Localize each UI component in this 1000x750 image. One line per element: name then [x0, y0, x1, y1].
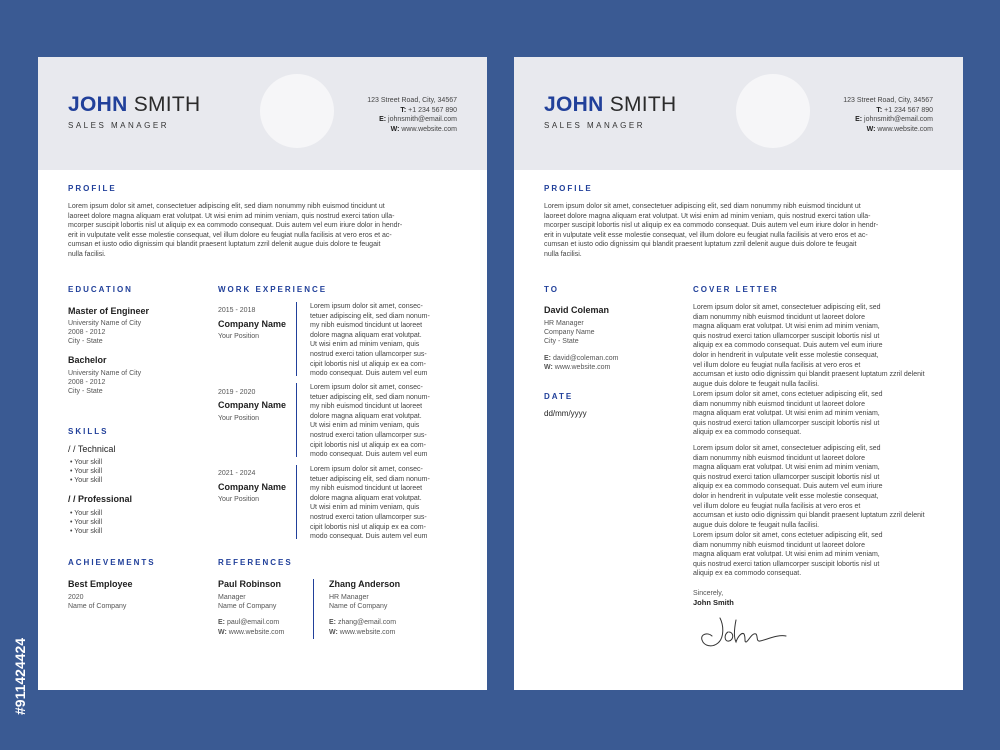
work-line: Lorem ipsum dolor sit amet, consec- [310, 466, 423, 473]
cover-letter-heading: COVER LETTER [693, 285, 779, 294]
work-heading: WORK EXPERIENCE [218, 285, 328, 294]
letter-paragraph [693, 390, 938, 438]
achievement-company: Name of Company [68, 603, 127, 611]
work-description [310, 302, 460, 379]
work-line: cipit lobortis nisl ut aliquip ex ea com- [310, 523, 426, 531]
phone-label: T: [400, 106, 407, 114]
reference-email: paul@email.com [226, 619, 280, 627]
work-divider [296, 302, 297, 376]
letter-line: Lorem ipsum dolor sit amet, consectetuer adipiscing elit, sed [693, 445, 881, 452]
profile-text [68, 202, 468, 260]
work-position: Your Position [218, 496, 259, 503]
letter-line: quis nostrud exerci tation ullamcorper suscipit lobortis nisl ut [693, 560, 880, 568]
email-label: E: [855, 116, 863, 124]
skill-list [70, 458, 102, 486]
letter-line: magna aliquam erat volutpat. Ut wisi enim ad minim veniam, [693, 410, 880, 418]
reference-web: www.website.com [339, 628, 396, 636]
skill-item: • Your skill [70, 509, 102, 518]
to-heading: TO [544, 285, 559, 294]
profile-line: mcorper suscipit lobortis nisl ut aliquip ex ea commodo consequat. Duis autem vel eum iriure dolor in hendr- [68, 222, 403, 230]
education-degree: Bachelor [68, 355, 107, 365]
last-name: SMITH [609, 93, 677, 116]
profile-line: nulla facilisi. [544, 250, 582, 258]
signature-image [694, 612, 814, 652]
letter-line: quis nostrud exerci tation ullamcorper suscipit lobortis nisl ut [693, 332, 880, 340]
cover-letter-page [514, 57, 963, 690]
education-degree: Master of Engineer [68, 306, 150, 316]
recipient-details [544, 319, 618, 372]
resume-page [38, 57, 487, 690]
work-line: Lorem ipsum dolor sit amet, consec- [310, 303, 423, 310]
work-line: Lorem ipsum dolor sit amet, consec- [310, 384, 423, 391]
education-location: City - State [68, 388, 103, 396]
contact-email: johnsmith@email.com [388, 116, 457, 124]
work-line: my nibh euismod tincidunt ut laoreet [310, 403, 423, 411]
reference-name: Zhang Anderson [329, 579, 401, 589]
achievement-title: Best Employee [68, 579, 133, 589]
skill-list [70, 509, 102, 537]
work-line: nostrud exerci tation ullamcorper sus- [310, 431, 427, 439]
reference-name: Paul Robinson [218, 579, 281, 589]
cover-name [544, 93, 677, 117]
education-location: City - State [68, 338, 103, 346]
web-label: W: [390, 126, 400, 134]
web-label: W: [866, 126, 876, 134]
work-line: dolore magna aliquam erat volutpat. [310, 494, 422, 502]
contact-phone: +1 234 567 890 [884, 106, 933, 114]
date-heading: DATE [544, 392, 574, 401]
letter-line: quis nostrud exerci tation ullamcorper suscipit lobortis nisl ut [693, 419, 880, 427]
skill-group-title [68, 444, 115, 454]
job-title: SALES MANAGER [68, 121, 169, 130]
skill-item: • Your skill [70, 527, 102, 536]
recipient-email: david@coleman.com [552, 354, 619, 362]
recipient-location: City - State [544, 338, 579, 346]
contact-web: www.website.com [877, 126, 933, 134]
skill-group-label: / / Technical [68, 444, 116, 454]
work-company: Company Name [218, 482, 287, 492]
education-details [68, 319, 141, 347]
work-line: cipit lobortis nisl ut aliquip ex ea com- [310, 360, 426, 368]
work-line: Ut wisi enim ad minim veniam, quis [310, 341, 420, 349]
contact-email: johnsmith@email.com [864, 116, 933, 124]
reference-details [329, 593, 396, 637]
letter-line: aliquip ex ea commodo consequat. [693, 429, 802, 437]
references-heading: REFERENCES [218, 558, 293, 567]
letter-line: accumsan et iusto odio dignissim qui blandit praesent luptatum zzril delenit [693, 512, 925, 520]
achievements-heading: ACHIEVEMENTS [68, 558, 156, 567]
skill-group-title [68, 494, 132, 504]
profile-line: laoreet dolore magna aliquam erat volutpat. Ut wisi enim ad minim veniam, quis nostrud exerci tation ulla- [68, 212, 395, 220]
work-position: Your Position [218, 333, 259, 340]
work-line: dolore magna aliquam erat volutpat. [310, 412, 422, 420]
reference-title: HR Manager [329, 594, 369, 601]
letter-line: augue duis dolore te feugait nulla facilisi. [693, 521, 820, 529]
profile-line: cumsan et iusto odio dignissim qui blandit praesent luptatum zzril delenit augue duis dolore te feugait [544, 241, 857, 249]
last-name: SMITH [133, 93, 201, 116]
work-line: Ut wisi enim ad minim veniam, quis [310, 422, 420, 430]
skills-heading: SKILLS [68, 427, 109, 436]
email-label: E: [379, 116, 387, 124]
profile-line: laoreet dolore magna aliquam erat volutpat. Ut wisi enim ad minim veniam, quis nostrud exerci tation ulla- [544, 212, 871, 220]
stock-id-watermark [10, 515, 30, 715]
education-years: 2008 - 2012 [68, 379, 106, 387]
work-line: modo consequat. Duis autem vel eum [310, 370, 428, 378]
profile-line: erit in vulputate velit esse molestie consequat, vel illum dolore eu feugiat nulla facilisis at vero eros et ac- [68, 231, 392, 239]
achievement-details [68, 593, 126, 611]
skill-item: • Your skill [70, 467, 102, 476]
letter-line: augue duis dolore te feugait nulla facilisi. [693, 380, 820, 388]
date-value: dd/mm/yyyy [544, 409, 587, 418]
skill-item: • Your skill [70, 476, 102, 485]
contact-address: 123 Street Road, City, 34567 [367, 97, 457, 104]
skill-item: • Your skill [70, 518, 102, 527]
letter-line: Lorem ipsum dolor sit amet, cons ectetuer adipiscing elit, sed [693, 532, 883, 539]
stock-id-text: #911424424 [12, 637, 28, 715]
work-line: modo consequat. Duis autem vel eum [310, 533, 428, 541]
contact-web: www.website.com [401, 126, 457, 134]
email-label: E: [329, 619, 336, 627]
work-line: dolore magna aliquam erat volutpat. [310, 331, 422, 339]
work-line: Ut wisi enim ad minim veniam, quis [310, 504, 420, 512]
profile-line: mcorper suscipit lobortis nisl ut aliquip ex ea commodo consequat. Duis autem vel eum iriure dolor in hendr- [544, 222, 879, 230]
first-name: JOHN [544, 93, 604, 116]
phone-label: T: [876, 106, 883, 114]
letter-line: accumsan et iusto odio dignissim qui blandit praesent luptatum zzril delenit [693, 371, 925, 379]
letter-line: diam nonummy nibh euismod tincidunt ut laoreet dolore [693, 454, 865, 462]
contact-block [843, 96, 933, 135]
recipient-company: Company Name [544, 329, 595, 337]
reference-details [218, 593, 284, 637]
letter-line: aliquip ex ea commodo consequat. Duis autem vel eum iriure [693, 342, 883, 350]
education-heading: EDUCATION [68, 285, 133, 294]
web-label: W: [218, 628, 227, 636]
work-company: Company Name [218, 400, 287, 410]
email-label: E: [218, 619, 225, 627]
letter-line: dolor in hendrerit in vulputate velit esse molestie consequat, [693, 492, 879, 500]
skill-item: • Your skill [70, 458, 102, 467]
reference-web: www.website.com [228, 628, 285, 636]
recipient-web: www.website.com [554, 363, 611, 371]
profile-line: nulla facilisi. [68, 250, 106, 258]
work-line: tetuer adipiscing elit, sed diam nonum- [310, 393, 430, 401]
reference-title: Manager [218, 594, 246, 601]
skill-group-label: / / Professional [68, 494, 133, 504]
work-years: 2015 - 2018 [218, 307, 256, 314]
profile-line: cumsan et iusto odio dignissim qui blandit praesent luptatum zzril delenit augue duis dolore te feugait [68, 241, 381, 249]
reference-company: Name of Company [218, 603, 277, 611]
work-line: cipit lobortis nisl ut aliquip ex ea com- [310, 441, 426, 449]
work-years: 2019 - 2020 [218, 389, 256, 396]
work-years: 2021 - 2024 [218, 470, 256, 477]
letter-line: diam nonummy nibh euismod tincidunt ut laoreet dolore [693, 400, 865, 408]
work-divider [296, 383, 297, 457]
letter-line: aliquip ex ea commodo consequat. Duis autem vel eum iriure [693, 483, 883, 491]
recipient-title: HR Manager [544, 320, 584, 327]
contact-phone: +1 234 567 890 [408, 106, 457, 114]
letter-line: diam nonummy nibh euismod tincidunt ut laoreet dolore [693, 313, 865, 321]
letter-line: magna aliquam erat volutpat. Ut wisi enim ad minim veniam, [693, 323, 880, 331]
profile-photo-placeholder [260, 74, 334, 148]
work-position: Your Position [218, 415, 259, 422]
letter-paragraph [693, 303, 938, 389]
work-description [310, 465, 460, 542]
reference-divider [313, 579, 314, 639]
profile-photo-placeholder [736, 74, 810, 148]
work-line: tetuer adipiscing elit, sed diam nonum- [310, 312, 430, 320]
letter-line: vel illum dolore eu feugiat nulla facilisis at vero eros et [693, 361, 861, 369]
profile-line: Lorem ipsum dolor sit amet, consectetuer adipiscing elit, sed diam nonummy nibh euismod tincidunt ut [68, 203, 385, 210]
letter-line: dolor in hendrerit in vulputate velit esse molestie consequat, [693, 351, 879, 359]
contact-address: 123 Street Road, City, 34567 [843, 97, 933, 104]
resume-name [68, 93, 201, 117]
profile-heading: PROFILE [544, 184, 593, 193]
education-school: University Name of City [68, 370, 142, 377]
web-label: W: [329, 628, 338, 636]
work-line: my nibh euismod tincidunt ut laoreet [310, 322, 423, 330]
reference-email: zhang@email.com [337, 619, 397, 627]
work-divider [296, 465, 297, 539]
education-school: University Name of City [68, 320, 142, 327]
recipient-name: David Coleman [544, 305, 610, 315]
work-line: my nibh euismod tincidunt ut laoreet [310, 485, 423, 493]
closing: Sincerely, [693, 590, 724, 597]
job-title: SALES MANAGER [544, 121, 645, 130]
work-description [310, 383, 460, 460]
first-name: JOHN [68, 93, 128, 116]
achievement-year: 2020 [68, 594, 84, 601]
work-company: Company Name [218, 319, 287, 329]
contact-block [367, 96, 457, 135]
education-years: 2008 - 2012 [68, 329, 106, 337]
letter-paragraph [693, 531, 938, 579]
profile-heading: PROFILE [68, 184, 117, 193]
letter-line: diam nonummy nibh euismod tincidunt ut laoreet dolore [693, 541, 865, 549]
letter-line: vel illum dolore eu feugiat nulla facilisis at vero eros et [693, 502, 861, 510]
work-line: nostrud exerci tation ullamcorper sus- [310, 350, 427, 358]
education-details [68, 369, 141, 397]
letter-line: quis nostrud exerci tation ullamcorper suscipit lobortis nisl ut [693, 473, 880, 481]
work-line: tetuer adipiscing elit, sed diam nonum- [310, 475, 430, 483]
profile-line: Lorem ipsum dolor sit amet, consectetuer adipiscing elit, sed diam nonummy nibh euismod tincidunt ut [544, 203, 861, 210]
letter-line: magna aliquam erat volutpat. Ut wisi enim ad minim veniam, [693, 464, 880, 472]
letter-line: Lorem ipsum dolor sit amet, consectetuer adipiscing elit, sed [693, 304, 881, 311]
email-label: E: [544, 354, 551, 362]
letter-line: aliquip ex ea commodo consequat. [693, 570, 802, 578]
letter-line: magna aliquam erat volutpat. Ut wisi enim ad minim veniam, [693, 551, 880, 559]
reference-company: Name of Company [329, 603, 388, 611]
work-line: nostrud exerci tation ullamcorper sus- [310, 513, 427, 521]
letter-paragraph [693, 444, 938, 530]
letter-line: Lorem ipsum dolor sit amet, cons ectetuer adipiscing elit, sed [693, 391, 883, 398]
profile-line: erit in vulputate velit esse molestie consequat, vel illum dolore eu feugiat nulla facilisis at vero eros et ac- [544, 231, 868, 239]
profile-text [544, 202, 944, 260]
web-label: W: [544, 363, 553, 371]
signer-name: John Smith [693, 598, 734, 607]
work-line: modo consequat. Duis autem vel eum [310, 451, 428, 459]
